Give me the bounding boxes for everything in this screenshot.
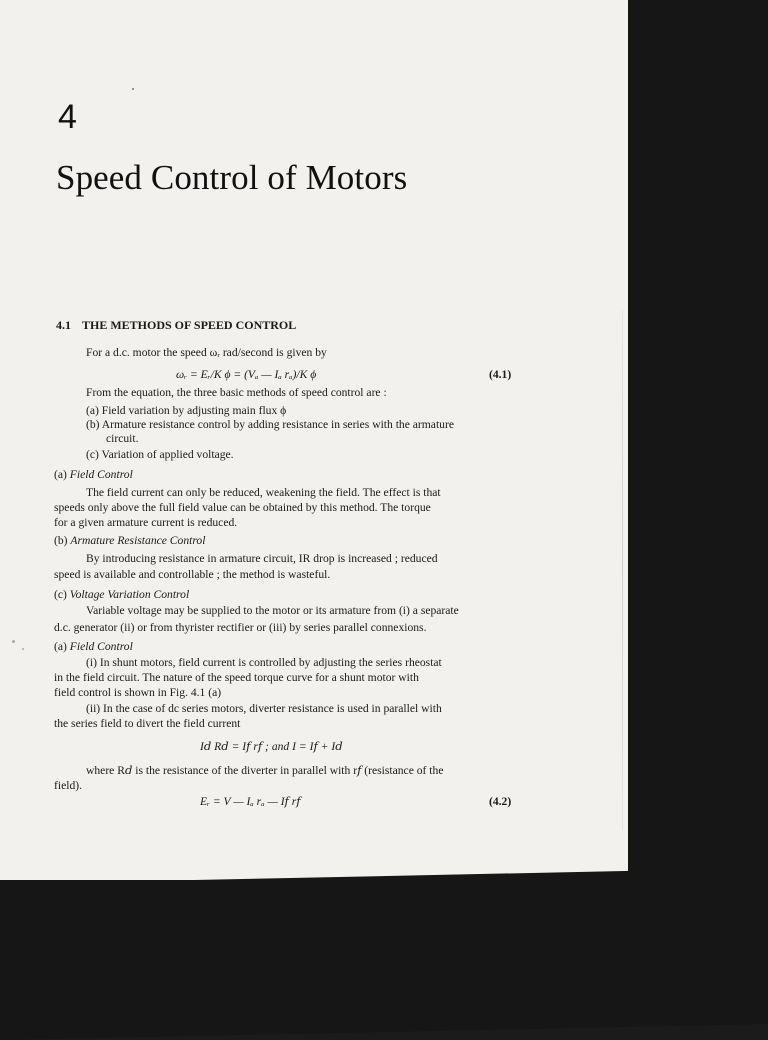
field-control-line-2: speeds only above the full field value can be obtained by this method. The torque (54, 501, 431, 514)
voltage-line-2: d.c. generator (ii) or from thyrister rectifier or (iii) by series parallel connexions. (54, 621, 427, 634)
subsection-title: Armature Resistance Control (70, 534, 206, 547)
shunt-line-3: field control is shown in Fig. 4.1 (a) (54, 686, 222, 699)
subsection-label: (b) (54, 534, 71, 547)
section-number: 4.1 (56, 318, 71, 332)
subsection-voltage-control (54, 588, 189, 602)
section-heading-text: THE METHODS OF SPEED CONTROL (82, 318, 297, 332)
section-heading (56, 318, 296, 332)
shunt-line-2: in the field circuit. The nature of the speed torque curve for a shunt motor with (54, 671, 419, 684)
where-line-1: where R𝑑 is the resistance of the diverter in parallel with r𝑓 (resistance of the (86, 764, 444, 777)
series-line-2: the series field to divert the field current (54, 717, 241, 730)
subsection-field-control-2 (54, 640, 133, 654)
method-b-continued: circuit. (106, 432, 139, 445)
field-control-line-3: for a given armature current is reduced. (54, 516, 238, 529)
series-line-1: (ii) In the case of dc series motors, diverter resistance is used in parallel with (86, 702, 442, 715)
armature-line-1: By introducing resistance in armature circuit, IR drop is increased ; reduced (86, 552, 438, 565)
intro-line: For a d.c. motor the speed ωᵣ rad/second is given by (86, 346, 327, 359)
subsection-title: Voltage Variation Control (69, 588, 190, 601)
equation-number-4-2: (4.2) (489, 795, 512, 808)
subsection-field-control (54, 468, 133, 482)
equation-number-4-1: (4.1) (489, 368, 512, 381)
scanner-background-bottom-fill (0, 880, 768, 1024)
method-c: (c) Variation of applied voltage. (86, 448, 234, 461)
method-a: (a) Field variation by adjusting main flux ϕ (86, 404, 287, 417)
chapter-number: 4 (58, 98, 77, 136)
subsection-title: Field Control (69, 640, 133, 653)
subsection-armature-control (54, 534, 205, 548)
scan-speck (12, 640, 15, 643)
field-control-line-1: The field current can only be reduced, weakening the field. The effect is that (86, 486, 441, 499)
voltage-line-1: Variable voltage may be supplied to the motor or its armature from (i) a separate (86, 604, 459, 617)
methods-intro: From the equation, the three basic methods of speed control are : (86, 386, 387, 399)
scan-speck (22, 648, 24, 650)
diverter-equation: I𝑑 R𝑑 = I𝑓 r𝑓 ; and I = I𝑓 + I𝑑 (200, 740, 343, 753)
method-b: (b) Armature resistance control by adding resistance in series with the armature (86, 418, 454, 431)
equation-4-2: Eᵣ = V — Iₐ rₐ — I𝑓 r𝑓 (200, 795, 301, 808)
armature-line-2: speed is available and controllable ; the method is wasteful. (54, 568, 331, 581)
where-line-2: field). (54, 779, 83, 792)
page-edge-shadow (622, 310, 623, 830)
chapter-title: Speed Control of Motors (56, 158, 408, 197)
shunt-line-1: (i) In shunt motors, field current is controlled by adjusting the series rheostat (86, 656, 442, 669)
subsection-title: Field Control (69, 468, 133, 481)
subsection-label: (a) (54, 640, 70, 653)
subsection-label: (c) (54, 588, 70, 601)
equation-4-1: ωᵣ = Eᵣ/K ϕ = (Vₐ — Iₐ rₐ)/K ϕ (176, 368, 317, 381)
scanner-background-right (628, 0, 768, 880)
subsection-label: (a) (54, 468, 70, 481)
scan-speck (132, 88, 134, 90)
